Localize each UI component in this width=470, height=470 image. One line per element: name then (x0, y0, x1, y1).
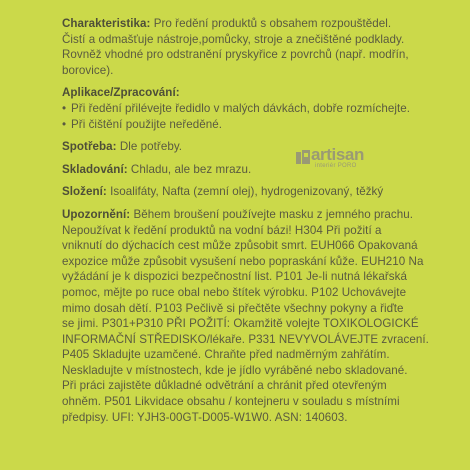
characteristics-line-3: Rovněž vhodné pro odstranění pryskyřice z povrchů (např. modřín, (62, 48, 409, 62)
composition-heading: Složení: (62, 185, 107, 199)
composition-section (62, 184, 462, 200)
warning-line: mimo dosah dětí. P103 Pečlivě si přečtěte všechny pokyny a řiďte (62, 301, 404, 315)
artisan-logo-icon (296, 150, 310, 164)
warning-section (62, 207, 462, 425)
warning-line: Neskladujte v místnostech, kde je jídlo vyráběné nebo skladované. (62, 363, 408, 377)
storage-value: Chladu, ale bez mrazu. (127, 162, 252, 176)
application-bullet: • Při čištění použijte neředěné. (62, 117, 462, 133)
warning-line: ohněm. P501 Likvidace obsahu / kontejneru v souladu s místními (62, 395, 400, 409)
warning-line: pomoc, mějte po ruce obal nebo štítek výrobku. P102 Uchovávejte (62, 285, 407, 299)
warning-line: P405 Skladujte uzamčené. Chraňte před nadměrným zahřátím. (62, 348, 390, 362)
characteristics-heading: Charakteristika: (62, 17, 151, 30)
warning-line: vyžádání je k dispozici bezpečnostní list. P101 Je-li nutná lékařská (62, 270, 407, 284)
artisan-watermark-logo (296, 147, 366, 173)
warning-line: expozice může způsobit vysušení nebo popraskání kůže. EUH210 Na (62, 254, 424, 268)
application-section (62, 85, 462, 132)
composition-value: Isoalifáty, Nafta (zemní olej), hydrogenizovaný, těžký (106, 185, 384, 199)
application-heading: Aplikace/Zpracování: (62, 86, 180, 100)
warning-line: Při práci zajistěte důkladné odvětrání a chránit před otevřeným (62, 379, 387, 393)
application-list (62, 101, 462, 132)
characteristics-line-2: Čistí a odmašťuje nástroje,pomůcky, stroje a znečištěné podklady. (62, 32, 405, 46)
artisan-logo-name: artisan (311, 145, 364, 164)
characteristics-line-1: Pro ředění produktů s obsahem rozpouštědel. (150, 17, 392, 30)
characteristics-line-4: borovice). (62, 63, 114, 77)
warning-line: se jimi. P301+P310 PŘI POŽITÍ: Okamžitě volejte TOXIKOLOGICKÉ (62, 317, 419, 331)
application-bullet: • Při ředění přilévejte ředidlo v malých dávkách, dobře rozmíchejte. (62, 101, 462, 117)
warning-line: předpisy. UFI: YJH3-00GT-D005-W1W0. ASN: 140603. (62, 410, 348, 424)
consumption-section (62, 139, 462, 155)
label-text-block (62, 16, 462, 432)
warning-line: INFORMAČNÍ STŘEDISKO/lékaře. P331 NEVYVOLÁVEJTE zvracení. (62, 332, 429, 346)
warning-line: Nepoužívat k ředění produktů na vodní bázi! H304 Při požití a (62, 223, 382, 237)
storage-section (62, 162, 462, 178)
consumption-value: Dle potřeby. (116, 140, 183, 154)
storage-heading: Skladování: (62, 162, 128, 176)
consumption-heading: Spotřeba: (62, 140, 117, 154)
warning-heading: Upozornění: (62, 207, 131, 221)
warning-line: vniknutí do dýchacích cest může způsobit smrt. EUH066 Opakovaná (62, 239, 418, 253)
artisan-logo-subtitle: interiér PORO (315, 163, 357, 169)
warning-line: Během broušení používejte masku z jemného prachu. (130, 207, 414, 221)
characteristics-section (62, 16, 462, 78)
